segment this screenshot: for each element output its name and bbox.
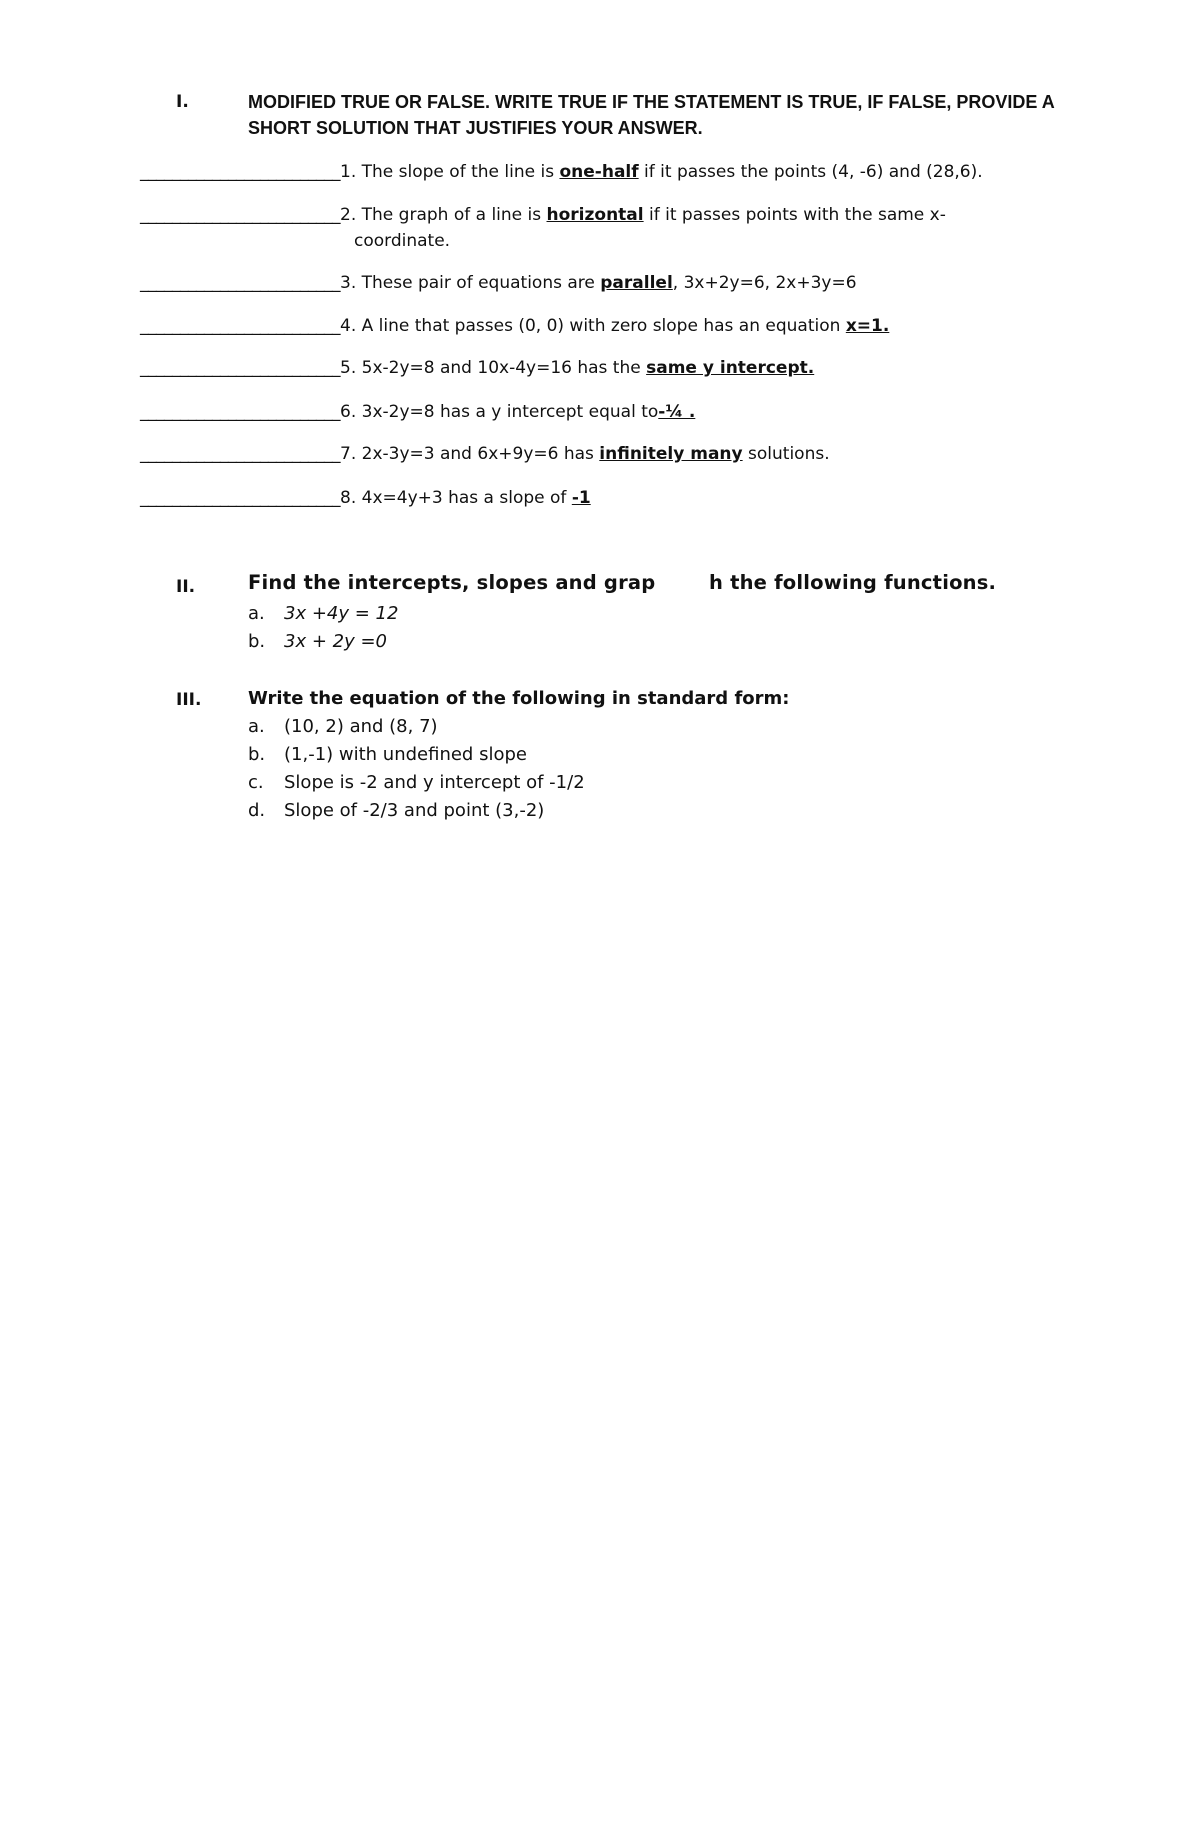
item-text: 3x + 2y =0: [284, 631, 387, 652]
highlighted-term: infinitely many: [599, 444, 743, 464]
section-3-item-d: [248, 797, 544, 825]
section-2-heading-part-2: h the following functions.: [709, 571, 997, 594]
question-number: 1.: [340, 162, 357, 182]
answer-blank: _________________________: [140, 205, 340, 225]
question-text-tail: if it passes the points (4, -6) and (28,6).: [638, 162, 983, 182]
section-1-heading-line-2: SHORT SOLUTION THAT JUSTIFIES YOUR ANSWER.: [248, 118, 703, 138]
section-3-item-b: [248, 741, 527, 769]
question-text: The graph of a line is: [356, 205, 547, 225]
question-2-continuation: coordinate.: [354, 231, 451, 251]
highlighted-term: x=1.: [845, 316, 890, 336]
item-label: a.: [248, 716, 265, 737]
answer-blank: _________________________: [140, 358, 340, 378]
item-label: d.: [248, 800, 266, 821]
item-label: b.: [248, 744, 266, 765]
question-6: [140, 399, 695, 425]
question-text: 4x=4y+3 has a slope of: [356, 488, 572, 508]
section-2-item-a: [248, 600, 398, 628]
answer-blank: _________________________: [140, 488, 340, 508]
question-number: 7.: [340, 444, 357, 464]
answer-blank: _________________________: [140, 444, 340, 464]
question-number: 4.: [340, 316, 357, 336]
question-number: 3.: [340, 273, 357, 293]
question-text: These pair of equations are: [356, 273, 601, 293]
question-number: 2.: [340, 205, 357, 225]
section-3-item-a: [248, 713, 438, 741]
item-text: 3x +4y = 12: [284, 603, 399, 624]
highlighted-term: same y intercept.: [646, 358, 815, 378]
item-label: c.: [248, 772, 264, 793]
question-5: [140, 355, 814, 381]
question-8: [140, 485, 591, 511]
highlighted-term: -1: [571, 488, 591, 508]
question-text: A line that passes (0, 0) with zero slope has an equation: [356, 316, 846, 336]
question-text: 5x-2y=8 and 10x-4y=16 has the: [356, 358, 647, 378]
question-4: [140, 313, 889, 339]
highlighted-term: parallel: [600, 273, 673, 293]
highlighted-term: one-half: [559, 162, 639, 182]
answer-blank: _________________________: [140, 273, 340, 293]
question-number: 8.: [340, 488, 357, 508]
item-text: (10, 2) and (8, 7): [284, 716, 438, 737]
question-text-tail: if it passes points with the same x-: [643, 205, 946, 225]
item-text: (1,-1) with undefined slope: [284, 744, 527, 765]
question-text: 3x-2y=8 has a y intercept equal to: [356, 402, 659, 422]
section-1-number: I.: [176, 92, 189, 112]
section-3-heading: Write the equation of the following in standard form:: [248, 688, 790, 709]
item-text: Slope is -2 and y intercept of -1/2: [284, 772, 585, 793]
section-1-heading-line-1: MODIFIED TRUE OR FALSE. WRITE TRUE IF THE STATEMENT IS TRUE, IF FALSE, PROVIDE A: [248, 92, 1055, 112]
question-1: [140, 159, 983, 185]
question-2: [140, 202, 946, 228]
section-2-heading-part-1: Find the intercepts, slopes and grap: [248, 571, 656, 594]
section-3-item-c: [248, 769, 585, 797]
question-7: [140, 441, 830, 467]
item-label: b.: [248, 631, 266, 652]
highlighted-term: horizontal: [546, 205, 644, 225]
question-text-tail: , 3x+2y=6, 2x+3y=6: [672, 273, 857, 293]
highlighted-term: -¼ .: [658, 402, 696, 422]
question-3: [140, 270, 857, 296]
question-text-tail: solutions.: [742, 444, 830, 464]
answer-blank: _________________________: [140, 162, 340, 182]
item-label: a.: [248, 603, 265, 624]
question-number: 5.: [340, 358, 357, 378]
question-number: 6.: [340, 402, 357, 422]
section-3-number: III.: [176, 690, 202, 710]
section-2-item-b: [248, 628, 387, 656]
answer-blank: _________________________: [140, 316, 340, 336]
question-text: The slope of the line is: [356, 162, 560, 182]
question-text: 2x-3y=3 and 6x+9y=6 has: [356, 444, 600, 464]
item-text: Slope of -2/3 and point (3,-2): [284, 800, 545, 821]
section-2-number: II.: [176, 577, 196, 597]
answer-blank: _________________________: [140, 402, 340, 422]
